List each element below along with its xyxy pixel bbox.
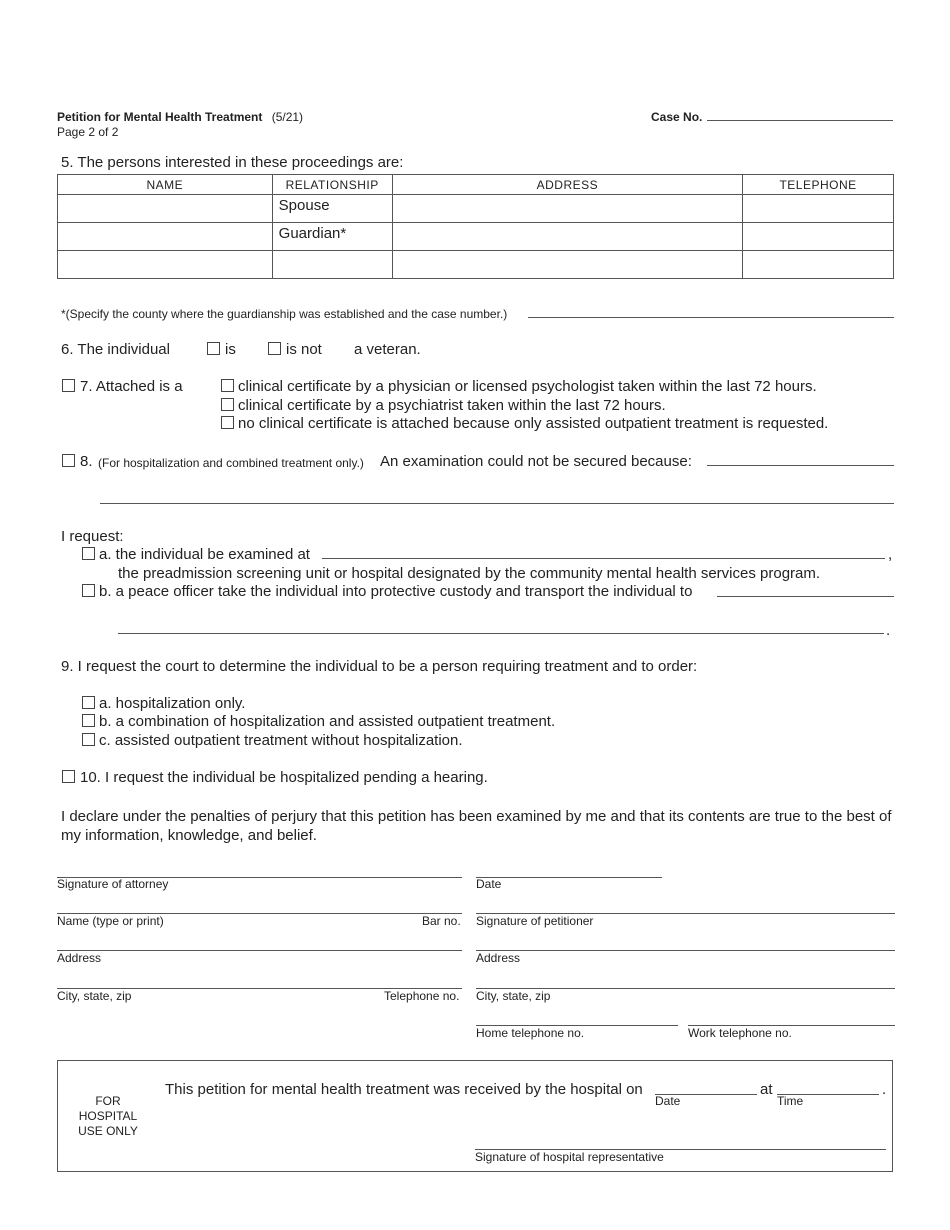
order-b-checkbox[interactable] [82,714,95,727]
case-no-field[interactable] [707,120,893,121]
guardianship-footnote: *(Specify the county where the guardianship was established and the case number.) [61,307,508,321]
attorney-address-field[interactable] [57,950,462,951]
cell-name[interactable] [58,223,273,251]
veteran-is-label: is [225,341,236,358]
request-a-text: a. the individual be examined at [99,546,310,563]
section6-label: 6. The individual [61,341,170,358]
section8-note: (For hospitalization and combined treatment only.) [98,456,364,470]
work-telephone-label: Work telephone no. [688,1026,792,1040]
exam-location-field[interactable] [322,558,885,559]
perjury-declaration: I declare under the penalties of perjury that this petition has been examined by me and that its contents are true to the best of my information, knowledge, and belief. [61,808,892,844]
attorney-signature-label: Signature of attorney [57,877,169,891]
date-label: Date [476,877,502,891]
petitioner-signature-label: Signature of petitioner [476,914,594,928]
cert-physician-label: clinical certificate by a physician or licensed psychologist taken within the last 72 hours. [238,378,817,395]
veteran-is-checkbox[interactable] [207,342,220,355]
cell-telephone[interactable] [743,251,894,279]
attorney-telephone-label: Telephone no. [384,989,460,1003]
guardianship-county-field[interactable] [528,317,894,318]
hospital-received-text: This petition for mental health treatment was received by the hospital on [165,1081,643,1098]
table-row [58,195,894,223]
cell-relationship[interactable]: Guardian* [272,223,392,251]
received-time-label: Time [777,1094,804,1108]
transport-destination-field[interactable] [717,596,894,597]
cert-physician-checkbox[interactable] [221,379,234,392]
transport-destination-field-line2[interactable] [118,633,884,634]
received-date-label: Date [655,1094,681,1108]
cell-address[interactable] [392,195,742,223]
col-address: ADDRESS [392,175,742,195]
petitioner-city-label: City, state, zip [476,989,551,1003]
section7-label: 7. Attached is a [80,378,183,395]
section9-heading: 9. I request the court to determine the individual to be a person requiring treatment and to order: [61,658,698,675]
order-a-checkbox[interactable] [82,696,95,709]
section10-checkbox[interactable] [62,770,75,783]
table-header-row [58,175,894,195]
form-title: Petition for Mental Health Treatment [57,110,263,124]
request-label: I request: [61,528,124,545]
col-relationship: RELATIONSHIP [272,175,392,195]
form-title-block [57,110,303,124]
cell-name[interactable] [58,195,273,223]
veteran-is-not-checkbox[interactable] [268,342,281,355]
veteran-is-not-label: is not [286,341,322,358]
veteran-suffix: a veteran. [354,341,421,358]
section5-heading: 5. The persons interested in these proceedings are: [61,154,404,171]
request-a-comma: , [888,546,893,563]
request-b-text: b. a peace officer take the individual into protective custody and transport the individual to [99,583,693,600]
persons-table [57,174,894,279]
section7-checkbox[interactable] [62,379,75,392]
exam-reason-field[interactable] [707,465,894,466]
table-row [58,223,894,251]
cell-name[interactable] [58,251,273,279]
section8-text: An examination could not be secured because: [380,453,692,470]
cert-psychiatrist-checkbox[interactable] [221,398,234,411]
no-cert-checkbox[interactable] [221,416,234,429]
attorney-city-label: City, state, zip [57,989,132,1003]
page-number: Page 2 of 2 [57,125,119,139]
cell-relationship[interactable] [272,251,392,279]
section8-checkbox[interactable] [62,454,75,467]
cell-relationship[interactable]: Spouse [272,195,392,223]
petitioner-address-label: Address [476,951,521,965]
table-row [58,251,894,279]
cell-telephone[interactable] [743,195,894,223]
section8-number: 8. [80,453,93,470]
hospital-representative-label: Signature of hospital representative [475,1150,664,1164]
form-revision: (5/21) [271,110,304,124]
case-no-label: Case No. [651,110,703,124]
request-b-checkbox[interactable] [82,584,95,597]
attorney-address-label: Address [57,951,102,965]
cell-address[interactable] [392,251,742,279]
cert-psychiatrist-label: clinical certificate by a psychiatrist taken within the last 72 hours. [238,397,666,414]
bar-no-label: Bar no. [422,914,461,928]
home-telephone-label: Home telephone no. [476,1026,585,1040]
request-b-period: . [886,622,891,639]
order-c-label: c. assisted outpatient treatment without hospitalization. [99,732,463,749]
exam-reason-field-line2[interactable] [100,503,894,504]
order-a-label: a. hospitalization only. [99,695,246,712]
cell-address[interactable] [392,223,742,251]
hospital-period: . [882,1081,887,1098]
petitioner-address-field[interactable] [476,950,895,951]
request-a-continuation: the preadmission screening unit or hospital designated by the community mental health services program. [118,565,821,582]
order-c-checkbox[interactable] [82,733,95,746]
date-field[interactable] [476,877,662,878]
attorney-name-label: Name (type or print) [57,914,164,928]
hospital-use-label: FOR HOSPITAL USE ONLY [78,1094,138,1138]
col-telephone: TELEPHONE [743,175,894,195]
request-a-checkbox[interactable] [82,547,95,560]
hospital-at: at [760,1081,773,1098]
no-cert-label: no clinical certificate is attached because only assisted outpatient treatment is requested. [238,415,829,432]
col-name: NAME [58,175,273,195]
section10-text: 10. I request the individual be hospitalized pending a hearing. [80,769,488,786]
order-b-label: b. a combination of hospitalization and assisted outpatient treatment. [99,713,556,730]
cell-telephone[interactable] [743,223,894,251]
